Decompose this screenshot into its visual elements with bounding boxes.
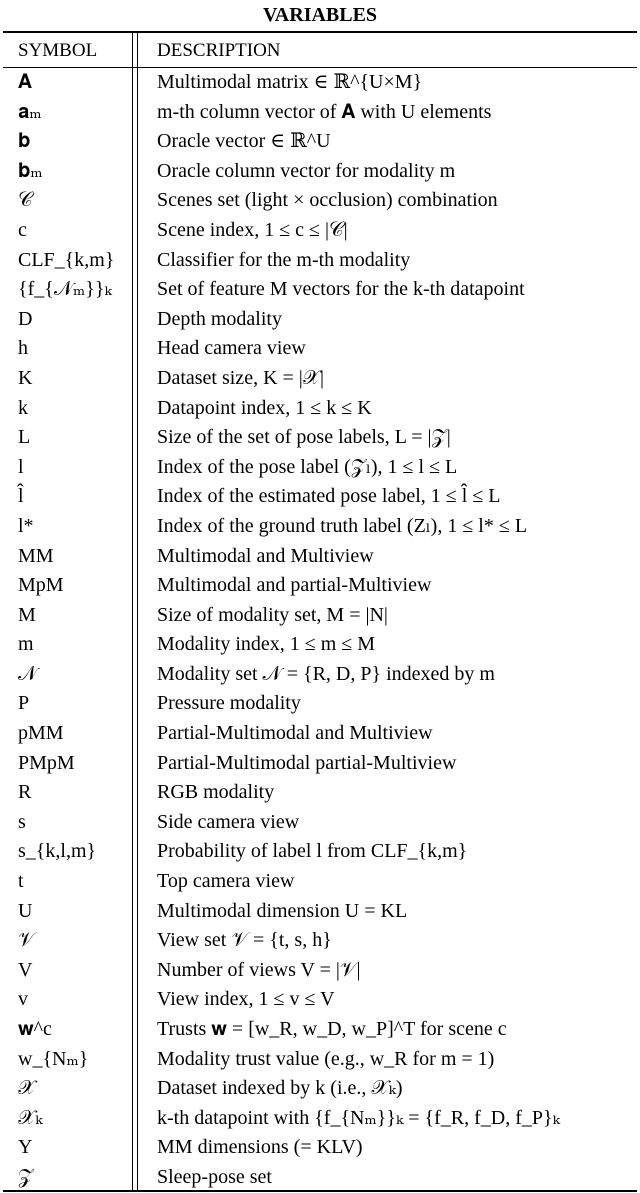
table-row [0, 542, 640, 572]
table-row [0, 808, 640, 838]
symbol-column-header: SYMBOL [18, 40, 98, 61]
table-row [0, 453, 640, 483]
table-row [0, 601, 640, 631]
symbol-cell: v [18, 988, 28, 1011]
table-row [0, 512, 640, 542]
table-row [0, 98, 640, 128]
table-row [0, 127, 640, 157]
table-row [0, 1074, 640, 1104]
description-cell: Classifier for the m-th modality [157, 248, 411, 271]
symbol-cell: 𝐰^c [18, 1018, 52, 1040]
description-cell: Sleep-pose set [157, 1165, 272, 1188]
description-cell: Size of modality set, M = |N| [157, 603, 388, 626]
table-row [0, 1015, 640, 1045]
symbol-cell: 𝒩 [18, 662, 38, 685]
table-row [0, 157, 640, 187]
description-cell: Modality trust value (e.g., w_R for m = 1) [157, 1047, 495, 1070]
table-row [0, 630, 640, 660]
top-rule [3, 31, 637, 33]
description-cell: MM dimensions (= KLV) [157, 1136, 363, 1159]
symbol-cell: Y [18, 1136, 33, 1159]
description-cell: Head camera view [157, 337, 306, 360]
symbol-cell: pMM [18, 722, 64, 745]
description-cell: Pressure modality [157, 692, 301, 715]
description-cell: Oracle vector ∈ ℝ^U [157, 130, 331, 153]
table-row [0, 364, 640, 394]
table-row [0, 68, 640, 98]
symbol-cell: 𝐀 [18, 71, 32, 93]
table-row [0, 423, 640, 453]
symbol-cell: s_{k,l,m} [18, 840, 97, 863]
table-row [0, 216, 640, 246]
symbol-cell: 𝐛ₘ [18, 159, 43, 182]
description-cell: Trusts 𝐰 = [w_R, w_D, w_P]^T for scene c [157, 1018, 507, 1040]
table-row [0, 482, 640, 512]
symbol-cell: L [18, 426, 31, 449]
symbol-cell: D [18, 307, 33, 330]
table-row [0, 334, 640, 364]
symbol-cell: P [18, 692, 30, 715]
symbol-cell: h [18, 337, 28, 360]
symbol-cell: 𝐛 [18, 130, 31, 153]
symbol-cell: c [18, 218, 27, 241]
table-row [0, 897, 640, 927]
description-cell: Top camera view [157, 870, 295, 893]
description-cell: Multimodal dimension U = KL [157, 899, 408, 922]
description-cell: Side camera view [157, 810, 300, 833]
description-cell: Size of the set of pose labels, L = |𝒵| [157, 426, 451, 449]
table-title: VARIABLES [262, 4, 378, 26]
symbol-cell: 𝒳 [18, 1077, 36, 1100]
description-column-header: DESCRIPTION [157, 40, 281, 61]
symbol-cell: {f_{𝒩ₘ}}ₖ [18, 278, 112, 301]
description-cell: Partial-Multimodal partial-Multiview [157, 751, 457, 774]
table-row [0, 246, 640, 276]
description-cell: Number of views V = |𝒱| [157, 958, 361, 981]
table-row [0, 867, 640, 897]
table-row [0, 1045, 640, 1075]
description-cell: View index, 1 ≤ v ≤ V [157, 988, 335, 1011]
table-row [0, 571, 640, 601]
symbol-cell: t [18, 870, 24, 893]
table-row [0, 275, 640, 305]
bottom-rule [3, 1190, 637, 1192]
description-cell: Datapoint index, 1 ≤ k ≤ K [157, 396, 372, 419]
table-row [0, 749, 640, 779]
description-cell: Depth modality [157, 307, 282, 330]
description-cell: m-th column vector of 𝐀 with U elements [157, 100, 492, 123]
description-cell: Partial-Multimodal and Multiview [157, 722, 433, 745]
symbol-cell: 𝐚ₘ [18, 100, 42, 123]
symbol-cell: PMpM [18, 751, 75, 774]
table-row [0, 719, 640, 749]
symbol-cell: w_{Nₘ} [18, 1047, 89, 1070]
table-row [0, 689, 640, 719]
description-cell: Oracle column vector for modality m [157, 159, 456, 182]
table-body [0, 68, 640, 1193]
description-cell: Multimodal and Multiview [157, 544, 374, 567]
table-row [0, 956, 640, 986]
table-row [0, 778, 640, 808]
symbol-cell: M [18, 603, 36, 626]
description-cell: Set of feature M vectors for the k-th datapoint [157, 278, 525, 301]
symbol-cell: V [18, 958, 33, 981]
table-row [0, 1133, 640, 1163]
description-cell: Modality index, 1 ≤ m ≤ M [157, 633, 376, 656]
description-cell: Scene index, 1 ≤ c ≤ |𝒞| [157, 218, 348, 241]
symbol-cell: R [18, 781, 32, 804]
symbol-cell: l [18, 455, 24, 478]
table-row [0, 837, 640, 867]
description-cell: Dataset indexed by k (i.e., 𝒳ₖ) [157, 1077, 403, 1100]
description-cell: Multimodal and partial-Multiview [157, 574, 432, 597]
table-row [0, 394, 640, 424]
table-row [0, 186, 640, 216]
symbol-cell: 𝒵 [18, 1165, 34, 1188]
description-cell: Index of the ground truth label (Zₗ), 1 ≤ l* ≤ L [157, 514, 528, 537]
table-row [0, 926, 640, 956]
table-row [0, 985, 640, 1015]
symbol-cell: CLF_{k,m} [18, 248, 115, 271]
description-cell: Multimodal matrix ∈ ℝ^{U×M} [157, 71, 423, 93]
table-row [0, 660, 640, 690]
symbol-cell: MM [18, 544, 54, 567]
symbol-cell: 𝒱 [18, 929, 35, 952]
table-row [0, 1163, 640, 1193]
symbol-cell: 𝒳ₖ [18, 1106, 43, 1129]
symbol-cell: U [18, 899, 33, 922]
symbol-cell: 𝒞 [18, 189, 33, 212]
description-cell: View set 𝒱 = {t, s, h} [157, 929, 332, 952]
symbol-cell: l* [18, 514, 34, 537]
table-row [0, 1104, 640, 1134]
symbol-cell: MpM [18, 574, 64, 597]
symbol-cell: k [18, 396, 28, 419]
symbol-cell: m [18, 633, 34, 656]
symbol-cell: l̂ [18, 485, 24, 508]
description-cell: Index of the estimated pose label, 1 ≤ l̂ ≤ L [157, 485, 501, 508]
symbol-cell: s [18, 810, 26, 833]
description-cell: Index of the pose label (𝒵ₗ), 1 ≤ l ≤ L [157, 455, 458, 478]
description-cell: Scenes set (light × occlusion) combination [157, 189, 498, 212]
description-cell: RGB modality [157, 781, 275, 804]
description-cell: Modality set 𝒩 = {R, D, P} indexed by m [157, 662, 495, 685]
description-cell: Dataset size, K = |𝒳| [157, 366, 324, 389]
description-cell: Probability of label l from CLF_{k,m} [157, 840, 468, 863]
symbol-cell: K [18, 366, 33, 389]
table-row [0, 305, 640, 335]
description-cell: k-th datapoint with {f_{Nₘ}}ₖ = {f_R, f_D, f_P}ₖ [157, 1106, 560, 1129]
